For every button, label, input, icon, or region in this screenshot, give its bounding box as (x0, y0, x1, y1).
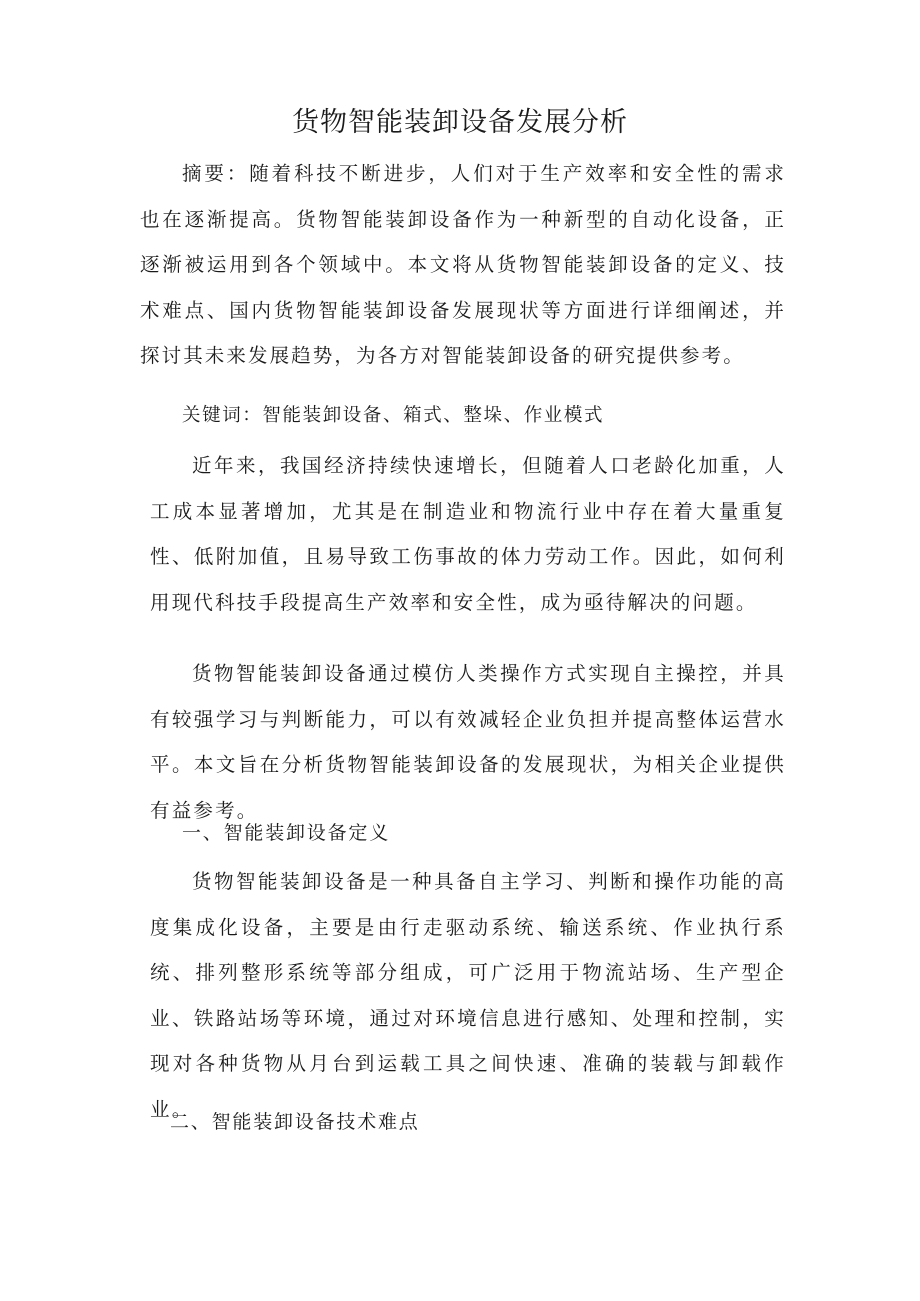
section-1-heading: 一、智能装卸设备定义 (182, 822, 391, 844)
abstract-paragraph: 摘要：随着科技不断进步，人们对于生产效率和安全性的需求也在逐渐提高。货物智能装卸设备作为一种新型的自动化设备，正逐渐被运用到各个领域中。本文将从货物智能装卸设备的定义、技术难点、国内货物智能装卸设备发展现状等方面进行详细阐述，并探讨其未来发展趋势，为各方对智能装卸设备的研究提供参考。 (140, 162, 786, 367)
keywords-line: 关键词：智能装卸设备、箱式、整垛、作业模式 (182, 405, 605, 426)
section-1-paragraph: 货物智能装卸设备是一种具备自主学习、判断和操作功能的高度集成化设备，主要是由行走驱动系统、输送系统、作业执行系统、排列整形系统等部分组成，可广泛用于物流站场、生产型企业、铁路站场等环境，通过对环境信息进行感知、处理和控制，实现对各种货物从月台到运载工具之间快速、准确的装载与卸载作业。 (150, 870, 786, 1121)
intro-paragraph-2: 货物智能装卸设备通过模仿人类操作方式实现自主操控，并具有较强学习与判断能力，可以有效减轻企业负担并提高整体运营水平。本文旨在分析货物智能装卸设备的发展现状，为相关企业提供有益参考。 (150, 662, 786, 822)
section-2-heading: 二、智能装卸设备技术难点 (170, 1111, 420, 1133)
document-title: 货物智能装卸设备发展分析 (292, 107, 628, 138)
intro-paragraph-1: 近年来，我国经济持续快速增长，但随着人口老龄化加重，人工成本显著增加，尤其是在制造业和物流行业中存在着大量重复性、低附加值，且易导致工伤事故的体力劳动工作。因此，如何利用现代科技手段提高生产效率和安全性，成为亟待解决的问题。 (150, 454, 786, 614)
